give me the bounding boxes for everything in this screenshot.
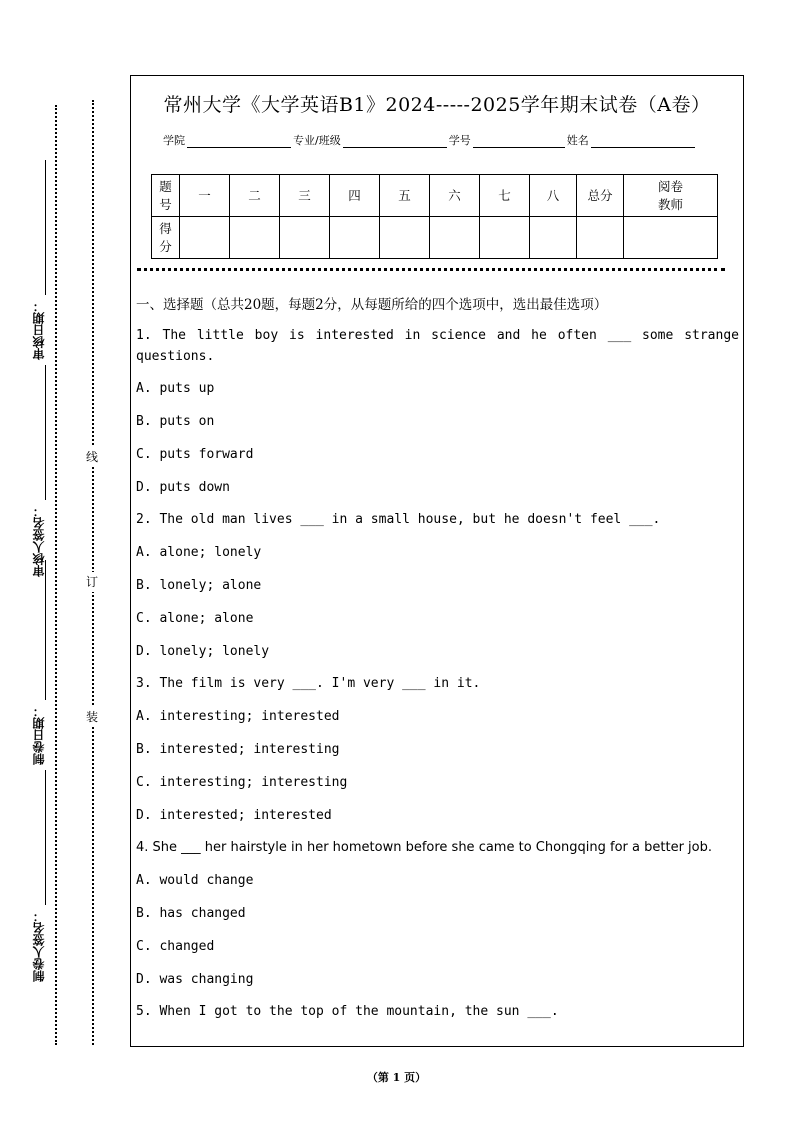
option: C. interesting; interesting: [136, 774, 348, 790]
exam-frame: [130, 75, 744, 1047]
option: D. puts down: [136, 479, 230, 495]
score-cell[interactable]: [330, 217, 380, 259]
binding-char-bind: 装: [86, 707, 98, 727]
option: B. lonely; alone: [136, 578, 262, 594]
preparer-signature-line: [45, 770, 46, 905]
option: C. alone; alone: [136, 610, 254, 626]
question-stem: 3. The film is very ___. I'm very ___ in it.: [136, 676, 481, 692]
score-col-8: 八: [530, 175, 577, 217]
option: B. has changed: [136, 906, 246, 922]
question-content: [136, 293, 739, 1035]
binding-char-line: 线: [86, 447, 98, 467]
option: C. changed: [136, 938, 215, 954]
binding-dotted-line-left: [55, 105, 57, 1045]
reviewer-signature-line: [45, 365, 46, 500]
score-cell-total[interactable]: [577, 217, 624, 259]
option: B. puts on: [136, 414, 215, 430]
score-col-2: 二: [230, 175, 280, 217]
reviewer-signature-label: 审核人签名：: [32, 505, 46, 577]
review-date-label: 审核日期：: [32, 300, 46, 360]
question-stem: 5. When I got to the top of the mountain, the sun ___.: [136, 1004, 559, 1020]
score-col-total: 总分: [577, 175, 624, 217]
option: B. interested; interesting: [136, 742, 340, 758]
major-class-label: 专业/班级: [293, 134, 341, 147]
score-cell[interactable]: [530, 217, 577, 259]
option: A. alone; lonely: [136, 545, 262, 561]
question-stem: 4. She ___ her hairstyle in her hometown before she came to Chongqing for a better job.: [136, 840, 713, 856]
score-cell[interactable]: [230, 217, 280, 259]
score-cell[interactable]: [380, 217, 430, 259]
name-field[interactable]: [591, 135, 695, 148]
score-col-5: 五: [380, 175, 430, 217]
dotted-separator: [137, 268, 725, 271]
section-heading: 一、选择题（总共20题，每题2分，从每题所给的四个选项中，选出最佳选项）: [136, 297, 608, 313]
preparer-signature-label: 制卷人签名：: [32, 910, 46, 982]
prepare-date-label: 制卷日期：: [32, 705, 46, 765]
binding-char-staple: 订: [86, 572, 98, 592]
option: C. puts forward: [136, 446, 254, 462]
score-table-question-header: 题 号: [152, 175, 180, 217]
score-cell[interactable]: [430, 217, 480, 259]
student-id-label: 学号: [448, 134, 471, 147]
score-col-6: 六: [430, 175, 480, 217]
score-cell[interactable]: [480, 217, 530, 259]
question-stem: 2. The old man lives ___ in a small house, but he doesn't feel ___.: [136, 512, 661, 528]
score-col-grader: 阅卷 教师: [624, 175, 718, 217]
major-class-field[interactable]: [343, 135, 447, 148]
prepare-date-line: [45, 560, 46, 700]
score-table: [151, 174, 718, 259]
score-table-score-header: 得 分: [152, 217, 180, 259]
score-col-4: 四: [330, 175, 380, 217]
score-col-3: 三: [280, 175, 330, 217]
review-date-line: [45, 160, 46, 295]
score-cell[interactable]: [280, 217, 330, 259]
exam-title: 常州大学《大学英语B1》2024-----2025学年期末试卷（A卷）: [163, 94, 711, 116]
student-id-field[interactable]: [473, 135, 565, 148]
option: A. interesting; interested: [136, 709, 340, 725]
option: D. was changing: [136, 971, 254, 987]
student-info-row: [163, 132, 697, 148]
score-cell[interactable]: [180, 217, 230, 259]
college-field[interactable]: [187, 135, 291, 148]
score-col-7: 七: [480, 175, 530, 217]
question-stem: 1. The little boy is interested in science and he often ___ some strange questions.: [136, 328, 739, 364]
option: A. would change: [136, 873, 254, 889]
score-col-1: 一: [180, 175, 230, 217]
name-label: 姓名: [566, 134, 589, 147]
option: D. lonely; lonely: [136, 643, 270, 659]
college-label: 学院: [163, 134, 185, 147]
page-number: （第 1 页）: [366, 1071, 427, 1084]
score-cell-grader[interactable]: [624, 217, 718, 259]
option: D. interested; interested: [136, 807, 332, 823]
option: A. puts up: [136, 381, 215, 397]
